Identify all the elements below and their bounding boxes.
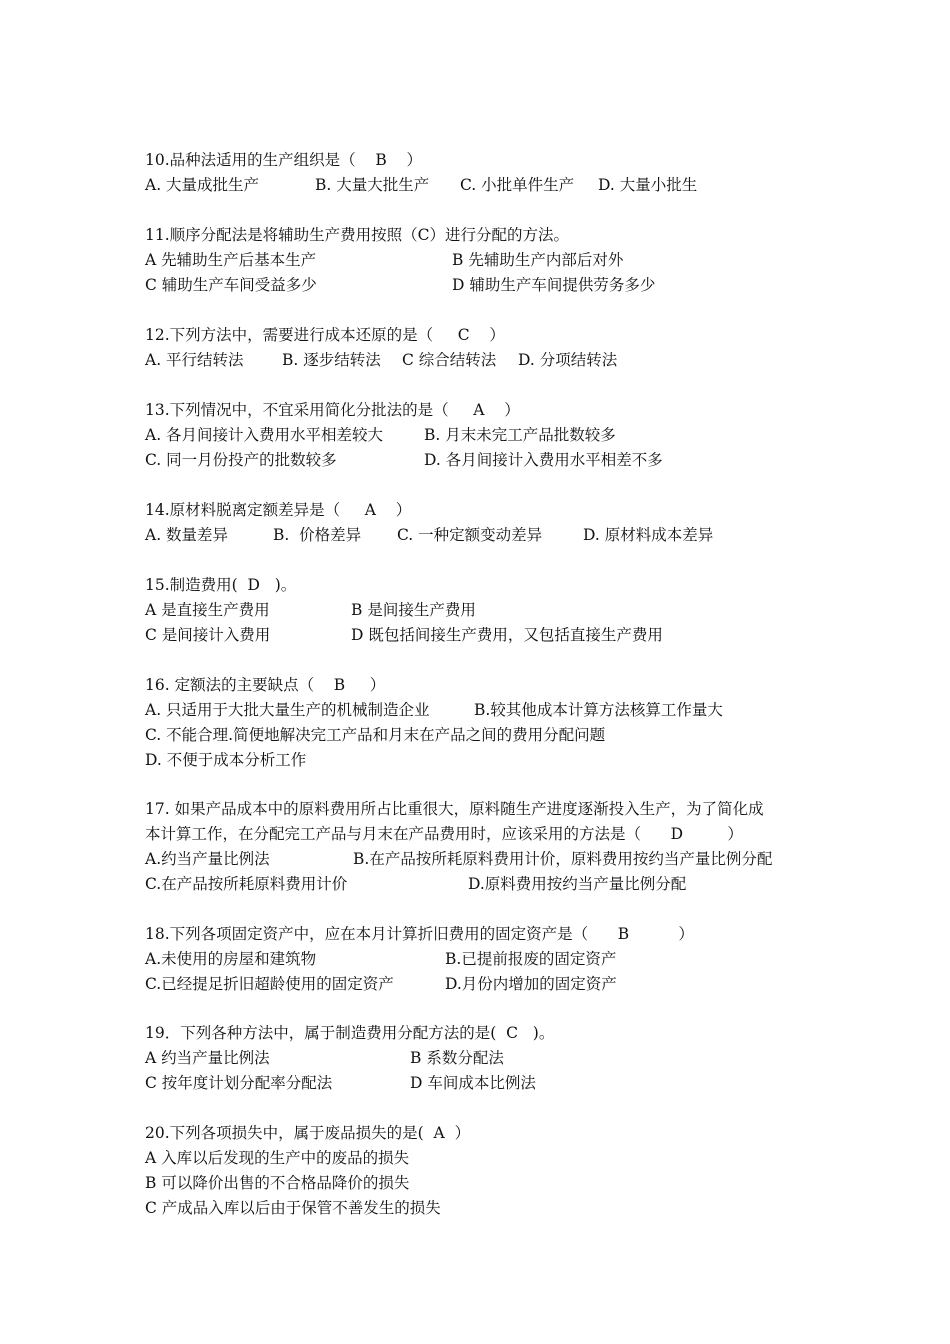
question-16-option-a: A. 只适用于大批大量生产的机械制造企业 <box>145 701 430 719</box>
question-10-option-c: C. 小批单件生产 <box>460 176 575 194</box>
question-17-stem-line-1: 17. 如果产品成本中的原料费用所占比重很大，原料随生产进度逐渐投入生产，为了简化成 <box>145 800 764 818</box>
question-11-option-c: C 辅助生产车间受益多少 <box>145 276 317 294</box>
question-10-option-b: B. 大量大批生产 <box>315 176 430 194</box>
question-10-option-d: D. 大量小批生 <box>598 176 698 194</box>
question-14-option-c: C. 一种定额变动差异 <box>397 526 543 544</box>
question-16-stem: 16. 定额法的主要缺点（ B ） <box>145 676 386 694</box>
question-17-option-c: C.在产品按所耗原料费用计价 <box>145 875 348 893</box>
question-17-option-a: A.约当产量比例法 <box>145 850 270 868</box>
question-11-option-a: A 先辅助生产后基本生产 <box>145 251 317 269</box>
question-13-stem: 13.下列情况中，不宜采用简化分批法的是（ A ） <box>145 401 520 419</box>
question-16-option-b: B.较其他成本计算方法核算工作量大 <box>474 701 723 719</box>
question-19-option-a: A 约当产量比例法 <box>145 1049 270 1067</box>
question-20-option-b: B 可以降价出售的不合格品降价的损失 <box>145 1174 410 1192</box>
question-16-option-c: C. 不能合理.简便地解决完工产品和月末在产品之间的费用分配问题 <box>145 726 606 744</box>
question-13-option-a: A. 各月间接计入费用水平相差较大 <box>145 426 384 444</box>
question-17-option-b: B.在产品按所耗原料费用计价，原料费用按约当产量比例分配 <box>353 850 773 868</box>
question-18-option-d: D.月份内增加的固定资产 <box>445 975 617 993</box>
question-15-option-c: C 是间接计入费用 <box>145 626 271 644</box>
question-14-option-a: A. 数量差异 <box>145 526 229 544</box>
question-19-option-d: D 车间成本比例法 <box>410 1074 536 1092</box>
question-20-option-c: C 产成品入库以后由于保管不善发生的损失 <box>145 1199 441 1217</box>
question-19-option-c: C 按年度计划分配率分配法 <box>145 1074 333 1092</box>
question-11-option-b: B 先辅助生产内部后对外 <box>452 251 624 269</box>
question-14-stem: 14.原材料脱离定额差异是（ A ） <box>145 501 412 519</box>
question-15-option-b: B 是间接生产费用 <box>351 601 476 619</box>
question-15-option-d: D 既包括间接生产费用，又包括直接生产费用 <box>351 626 663 644</box>
question-19-option-b: B 系数分配法 <box>410 1049 504 1067</box>
question-12-option-b: B. 逐步结转法 <box>282 351 381 369</box>
question-13-option-c: C. 同一月份投产的批数较多 <box>145 451 337 469</box>
question-12-stem: 12.下列方法中，需要进行成本还原的是（ C ） <box>145 326 505 344</box>
question-15-stem: 15.制造费用( D )。 <box>145 576 297 594</box>
question-10-stem: 10.品种法适用的生产组织是（ B ） <box>145 151 422 169</box>
question-13-option-d: D. 各月间接计入费用水平相差不多 <box>424 451 663 469</box>
question-12-option-a: A. 平行结转法 <box>145 351 244 369</box>
question-11-stem: 11.顺序分配法是将辅助生产费用按照（C）进行分配的方法。 <box>145 226 570 244</box>
question-20-option-a: A 入库以后发现的生产中的废品的损失 <box>145 1149 410 1167</box>
question-18-option-b: B.已提前报废的固定资产 <box>445 950 617 968</box>
question-18-option-a: A.未使用的房屋和建筑物 <box>145 950 317 968</box>
question-10-option-a: A. 大量成批生产 <box>145 176 260 194</box>
question-11-option-d: D 辅助生产车间提供劳务多少 <box>452 276 656 294</box>
question-16-option-d: D. 不便于成本分析工作 <box>145 751 307 769</box>
question-14-option-d: D. 原材料成本差异 <box>583 526 714 544</box>
question-20-stem: 20.下列各项损失中，属于废品损失的是( A ） <box>145 1124 471 1142</box>
question-12-option-c: C 综合结转法 <box>402 351 497 369</box>
question-17-stem-line-2: 本计算工作，在分配完工产品与月末在产品费用时，应该采用的方法是（ D ） <box>145 825 743 843</box>
question-14-option-b: B. 价格差异 <box>273 526 362 544</box>
question-18-option-c: C.已经提足折旧超龄使用的固定资产 <box>145 975 394 993</box>
question-12-option-d: D. 分项结转法 <box>518 351 618 369</box>
question-17-option-d: D.原料费用按约当产量比例分配 <box>468 875 687 893</box>
question-19-stem: 19．下列各种方法中，属于制造费用分配方法的是( C )。 <box>145 1024 555 1042</box>
question-18-stem: 18.下列各项固定资产中，应在本月计算折旧费用的固定资产是（ B ） <box>145 925 694 943</box>
question-13-option-b: B. 月末未完工产品批数较多 <box>424 426 616 444</box>
question-15-option-a: A 是直接生产费用 <box>145 601 270 619</box>
